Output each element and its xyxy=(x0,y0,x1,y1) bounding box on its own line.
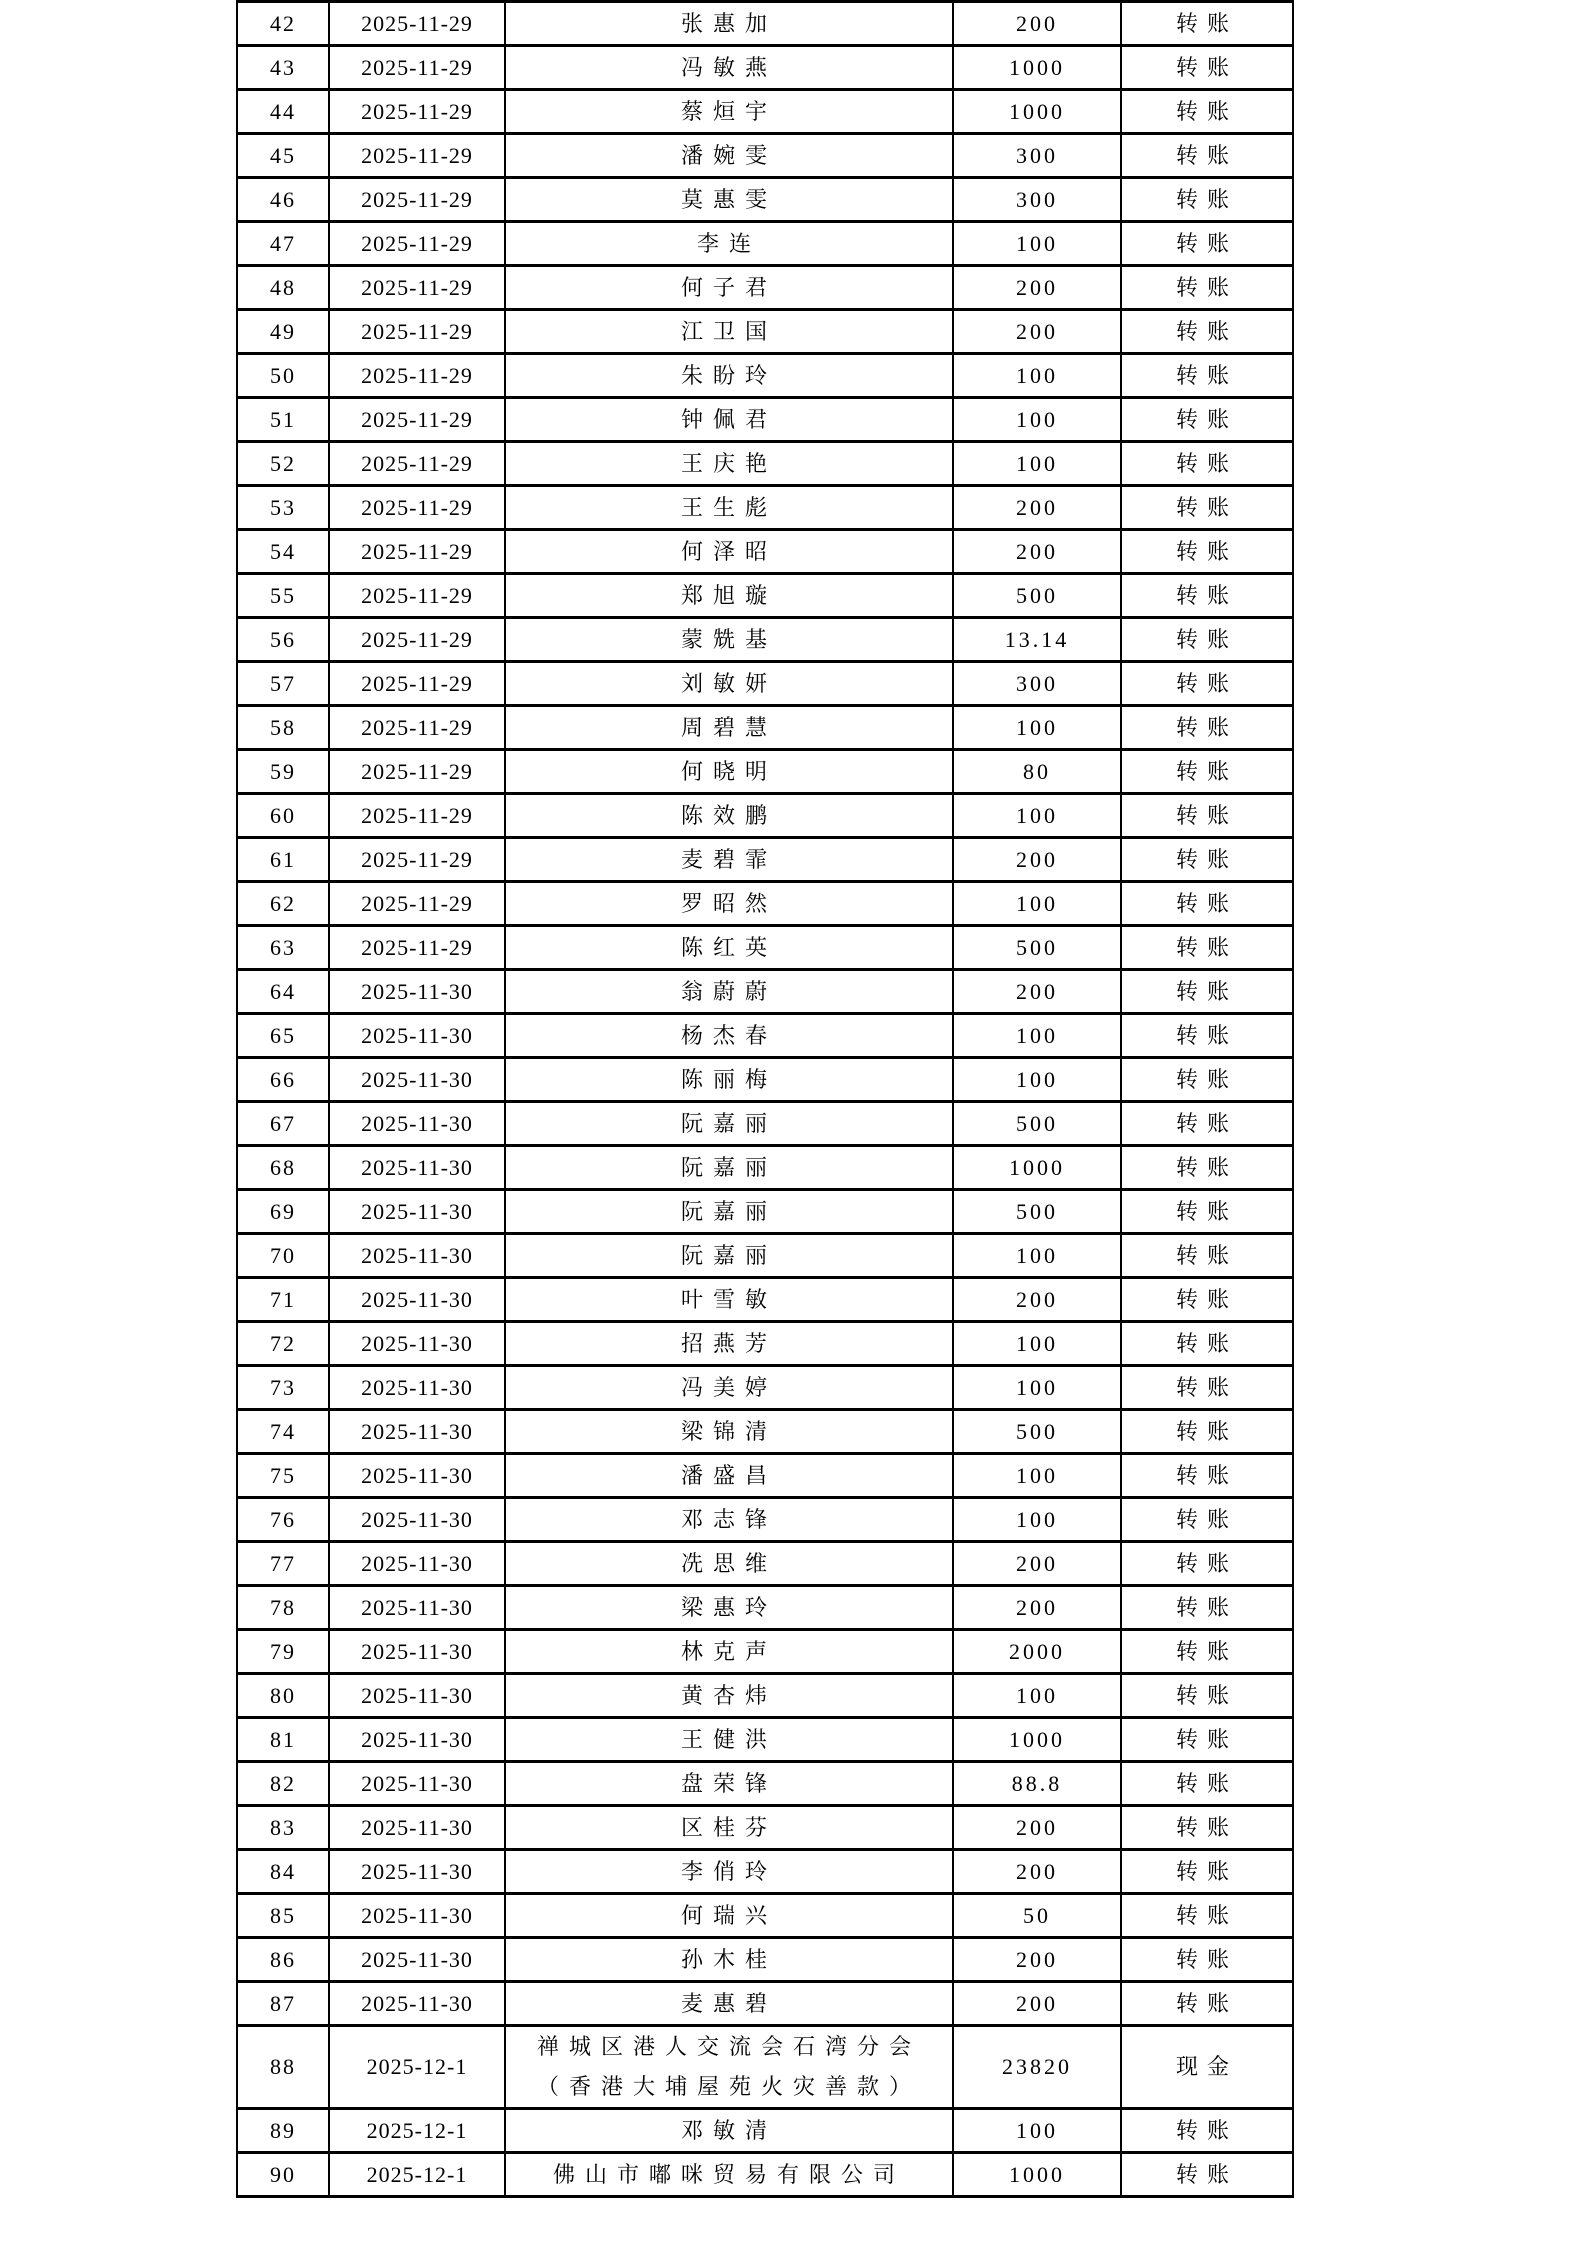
amount-cell: 500 xyxy=(953,1102,1121,1146)
row-number-cell: 79 xyxy=(237,1630,329,1674)
date-cell: 2025-11-30 xyxy=(329,1586,505,1630)
table-row xyxy=(237,1322,1293,1366)
payment-method-cell: 转账 xyxy=(1121,970,1293,1014)
date-cell: 2025-11-29 xyxy=(329,46,505,90)
payment-method-cell: 转账 xyxy=(1121,486,1293,530)
donor-name-cell: 李连 xyxy=(505,222,953,266)
row-number-cell: 74 xyxy=(237,1410,329,1454)
donor-name-cell: 何泽昭 xyxy=(505,530,953,574)
donor-name-cell: 阮嘉丽 xyxy=(505,1146,953,1190)
payment-method-cell: 转账 xyxy=(1121,926,1293,970)
row-number-cell: 46 xyxy=(237,178,329,222)
donor-name-cell: 孙木桂 xyxy=(505,1938,953,1982)
donor-name-cell: 邓敏清 xyxy=(505,2109,953,2153)
row-number-cell: 69 xyxy=(237,1190,329,1234)
table-row xyxy=(237,1102,1293,1146)
table-row xyxy=(237,926,1293,970)
amount-cell: 1000 xyxy=(953,90,1121,134)
donor-name-cell: 梁锦清 xyxy=(505,1410,953,1454)
payment-method-cell: 转账 xyxy=(1121,2153,1293,2197)
donor-name-cell: 林克声 xyxy=(505,1630,953,1674)
donor-name-cell: 阮嘉丽 xyxy=(505,1234,953,1278)
donation-table-body xyxy=(237,2,1293,2197)
amount-cell: 100 xyxy=(953,354,1121,398)
row-number-cell: 49 xyxy=(237,310,329,354)
amount-cell: 100 xyxy=(953,1014,1121,1058)
payment-method-cell: 转账 xyxy=(1121,1674,1293,1718)
date-cell: 2025-11-30 xyxy=(329,1014,505,1058)
donor-name-cell: 区桂芬 xyxy=(505,1806,953,1850)
donor-name-cell: 陈效鹏 xyxy=(505,794,953,838)
date-cell: 2025-11-30 xyxy=(329,1410,505,1454)
donor-name-cell: 罗昭然 xyxy=(505,882,953,926)
amount-cell: 88.8 xyxy=(953,1762,1121,1806)
date-cell: 2025-11-29 xyxy=(329,706,505,750)
payment-method-cell: 转账 xyxy=(1121,750,1293,794)
date-cell: 2025-11-30 xyxy=(329,1146,505,1190)
payment-method-cell: 转账 xyxy=(1121,1938,1293,1982)
date-cell: 2025-12-1 xyxy=(329,2109,505,2153)
donor-name-cell: 冼思维 xyxy=(505,1542,953,1586)
payment-method-cell: 转账 xyxy=(1121,1234,1293,1278)
donor-name-cell: 莫惠雯 xyxy=(505,178,953,222)
amount-cell: 50 xyxy=(953,1894,1121,1938)
date-cell: 2025-11-29 xyxy=(329,398,505,442)
amount-cell: 200 xyxy=(953,1938,1121,1982)
payment-method-cell: 转账 xyxy=(1121,2109,1293,2153)
date-cell: 2025-11-30 xyxy=(329,1718,505,1762)
date-cell: 2025-11-29 xyxy=(329,882,505,926)
payment-method-cell: 转账 xyxy=(1121,1454,1293,1498)
row-number-cell: 88 xyxy=(237,2026,329,2109)
row-number-cell: 68 xyxy=(237,1146,329,1190)
donor-name-cell: 翁蔚蔚 xyxy=(505,970,953,1014)
payment-method-cell: 转账 xyxy=(1121,1718,1293,1762)
donor-name-cell: 周碧慧 xyxy=(505,706,953,750)
payment-method-cell: 转账 xyxy=(1121,398,1293,442)
row-number-cell: 61 xyxy=(237,838,329,882)
table-row xyxy=(237,1366,1293,1410)
table-row xyxy=(237,838,1293,882)
row-number-cell: 51 xyxy=(237,398,329,442)
row-number-cell: 80 xyxy=(237,1674,329,1718)
date-cell: 2025-11-30 xyxy=(329,1894,505,1938)
row-number-cell: 60 xyxy=(237,794,329,838)
table-row xyxy=(237,1146,1293,1190)
date-cell: 2025-11-30 xyxy=(329,1278,505,1322)
payment-method-cell: 转账 xyxy=(1121,706,1293,750)
payment-method-cell: 转账 xyxy=(1121,46,1293,90)
table-row xyxy=(237,1806,1293,1850)
payment-method-cell: 转账 xyxy=(1121,530,1293,574)
payment-method-cell: 转账 xyxy=(1121,1322,1293,1366)
date-cell: 2025-11-30 xyxy=(329,1806,505,1850)
donor-name-cell: 蔡烜宇 xyxy=(505,90,953,134)
amount-cell: 13.14 xyxy=(953,618,1121,662)
date-cell: 2025-11-30 xyxy=(329,1674,505,1718)
payment-method-cell: 转账 xyxy=(1121,882,1293,926)
date-cell: 2025-11-29 xyxy=(329,530,505,574)
date-cell: 2025-11-30 xyxy=(329,1498,505,1542)
row-number-cell: 87 xyxy=(237,1982,329,2026)
row-number-cell: 73 xyxy=(237,1366,329,1410)
donor-name-cell: 阮嘉丽 xyxy=(505,1190,953,1234)
row-number-cell: 84 xyxy=(237,1850,329,1894)
donor-name-cell: 李俏玲 xyxy=(505,1850,953,1894)
date-cell: 2025-11-29 xyxy=(329,2,505,46)
donor-name-cell: 招燕芳 xyxy=(505,1322,953,1366)
donor-name-cell: 王生彪 xyxy=(505,486,953,530)
donor-name-cell: 潘婉雯 xyxy=(505,134,953,178)
donor-name-cell: 佛山市嘟咪贸易有限公司 xyxy=(505,2153,953,2197)
table-row xyxy=(237,46,1293,90)
table-row xyxy=(237,2026,1293,2109)
payment-method-cell: 转账 xyxy=(1121,178,1293,222)
table-row xyxy=(237,1278,1293,1322)
table-row xyxy=(237,794,1293,838)
table-row xyxy=(237,90,1293,134)
payment-method-cell: 转账 xyxy=(1121,1058,1293,1102)
table-row xyxy=(237,310,1293,354)
table-row xyxy=(237,398,1293,442)
payment-method-cell: 转账 xyxy=(1121,134,1293,178)
table-row xyxy=(237,134,1293,178)
table-row xyxy=(237,1630,1293,1674)
table-row xyxy=(237,486,1293,530)
row-number-cell: 59 xyxy=(237,750,329,794)
date-cell: 2025-11-30 xyxy=(329,1058,505,1102)
donor-name-cell: 江卫国 xyxy=(505,310,953,354)
date-cell: 2025-11-29 xyxy=(329,662,505,706)
date-cell: 2025-11-29 xyxy=(329,134,505,178)
donor-name-cell: 刘敏妍 xyxy=(505,662,953,706)
payment-method-cell: 转账 xyxy=(1121,222,1293,266)
payment-method-cell: 转账 xyxy=(1121,1278,1293,1322)
payment-method-cell: 转账 xyxy=(1121,574,1293,618)
table-row xyxy=(237,706,1293,750)
donor-name-cell: 何瑞兴 xyxy=(505,1894,953,1938)
table-row xyxy=(237,1586,1293,1630)
row-number-cell: 77 xyxy=(237,1542,329,1586)
row-number-cell: 43 xyxy=(237,46,329,90)
amount-cell: 300 xyxy=(953,178,1121,222)
amount-cell: 200 xyxy=(953,2,1121,46)
donor-name-cell: 郑旭璇 xyxy=(505,574,953,618)
date-cell: 2025-11-30 xyxy=(329,1630,505,1674)
payment-method-cell: 转账 xyxy=(1121,1762,1293,1806)
amount-cell: 200 xyxy=(953,1278,1121,1322)
row-number-cell: 75 xyxy=(237,1454,329,1498)
date-cell: 2025-11-29 xyxy=(329,926,505,970)
date-cell: 2025-11-29 xyxy=(329,178,505,222)
date-cell: 2025-11-30 xyxy=(329,1366,505,1410)
amount-cell: 100 xyxy=(953,222,1121,266)
date-cell: 2025-11-29 xyxy=(329,838,505,882)
date-cell: 2025-11-29 xyxy=(329,618,505,662)
date-cell: 2025-11-30 xyxy=(329,1850,505,1894)
payment-method-cell: 现金 xyxy=(1121,2026,1293,2109)
row-number-cell: 52 xyxy=(237,442,329,486)
payment-method-cell: 转账 xyxy=(1121,662,1293,706)
payment-method-cell: 转账 xyxy=(1121,2,1293,46)
donor-name-cell: 何子君 xyxy=(505,266,953,310)
table-row xyxy=(237,1542,1293,1586)
row-number-cell: 71 xyxy=(237,1278,329,1322)
amount-cell: 100 xyxy=(953,1234,1121,1278)
amount-cell: 100 xyxy=(953,1674,1121,1718)
amount-cell: 200 xyxy=(953,486,1121,530)
amount-cell: 100 xyxy=(953,2109,1121,2153)
table-row xyxy=(237,2153,1293,2197)
amount-cell: 100 xyxy=(953,882,1121,926)
table-row xyxy=(237,970,1293,1014)
row-number-cell: 47 xyxy=(237,222,329,266)
table-row xyxy=(237,1718,1293,1762)
donor-name-cell: 钟佩君 xyxy=(505,398,953,442)
date-cell: 2025-11-29 xyxy=(329,222,505,266)
date-cell: 2025-11-30 xyxy=(329,1982,505,2026)
donor-name-cell: 麦惠碧 xyxy=(505,1982,953,2026)
date-cell: 2025-11-30 xyxy=(329,1234,505,1278)
date-cell: 2025-11-29 xyxy=(329,794,505,838)
donor-name-cell: 邓志锋 xyxy=(505,1498,953,1542)
table-row xyxy=(237,882,1293,926)
amount-cell: 200 xyxy=(953,1542,1121,1586)
date-cell: 2025-11-29 xyxy=(329,442,505,486)
row-number-cell: 85 xyxy=(237,1894,329,1938)
table-row xyxy=(237,178,1293,222)
donation-record-table xyxy=(236,0,1294,2198)
amount-cell: 200 xyxy=(953,1806,1121,1850)
amount-cell: 100 xyxy=(953,1498,1121,1542)
donor-name-cell: 杨杰春 xyxy=(505,1014,953,1058)
date-cell: 2025-11-30 xyxy=(329,1938,505,1982)
row-number-cell: 44 xyxy=(237,90,329,134)
amount-cell: 200 xyxy=(953,1586,1121,1630)
date-cell: 2025-11-29 xyxy=(329,574,505,618)
table-row xyxy=(237,618,1293,662)
table-row xyxy=(237,1938,1293,1982)
table-row xyxy=(237,2109,1293,2153)
table-row xyxy=(237,1894,1293,1938)
row-number-cell: 42 xyxy=(237,2,329,46)
amount-cell: 200 xyxy=(953,266,1121,310)
row-number-cell: 57 xyxy=(237,662,329,706)
date-cell: 2025-11-30 xyxy=(329,1190,505,1234)
donor-name-cell: 冯敏燕 xyxy=(505,46,953,90)
table-row xyxy=(237,1454,1293,1498)
amount-cell: 300 xyxy=(953,662,1121,706)
table-row xyxy=(237,2,1293,46)
payment-method-cell: 转账 xyxy=(1121,442,1293,486)
payment-method-cell: 转账 xyxy=(1121,1102,1293,1146)
date-cell: 2025-12-1 xyxy=(329,2153,505,2197)
table-row xyxy=(237,1498,1293,1542)
amount-cell: 1000 xyxy=(953,2153,1121,2197)
amount-cell: 1000 xyxy=(953,1146,1121,1190)
payment-method-cell: 转账 xyxy=(1121,1190,1293,1234)
date-cell: 2025-11-30 xyxy=(329,1762,505,1806)
row-number-cell: 65 xyxy=(237,1014,329,1058)
donor-name-cell: 陈红英 xyxy=(505,926,953,970)
payment-method-cell: 转账 xyxy=(1121,1630,1293,1674)
row-number-cell: 64 xyxy=(237,970,329,1014)
date-cell: 2025-11-29 xyxy=(329,310,505,354)
row-number-cell: 76 xyxy=(237,1498,329,1542)
date-cell: 2025-11-30 xyxy=(329,970,505,1014)
donor-name-cell: 叶雪敏 xyxy=(505,1278,953,1322)
table-row xyxy=(237,1850,1293,1894)
amount-cell: 200 xyxy=(953,310,1121,354)
payment-method-cell: 转账 xyxy=(1121,1366,1293,1410)
amount-cell: 200 xyxy=(953,530,1121,574)
donor-name-cell: 王健洪 xyxy=(505,1718,953,1762)
payment-method-cell: 转账 xyxy=(1121,354,1293,398)
date-cell: 2025-11-29 xyxy=(329,354,505,398)
amount-cell: 300 xyxy=(953,134,1121,178)
table-row xyxy=(237,1762,1293,1806)
amount-cell: 80 xyxy=(953,750,1121,794)
row-number-cell: 50 xyxy=(237,354,329,398)
table-row xyxy=(237,354,1293,398)
row-number-cell: 86 xyxy=(237,1938,329,1982)
row-number-cell: 89 xyxy=(237,2109,329,2153)
donor-name-cell: 王庆艳 xyxy=(505,442,953,486)
table-row xyxy=(237,750,1293,794)
table-row xyxy=(237,1234,1293,1278)
row-number-cell: 63 xyxy=(237,926,329,970)
payment-method-cell: 转账 xyxy=(1121,1014,1293,1058)
amount-cell: 100 xyxy=(953,1058,1121,1102)
amount-cell: 500 xyxy=(953,1410,1121,1454)
donor-name-cell: 潘盛昌 xyxy=(505,1454,953,1498)
payment-method-cell: 转账 xyxy=(1121,618,1293,662)
table-row xyxy=(237,574,1293,618)
date-cell: 2025-12-1 xyxy=(329,2026,505,2109)
row-number-cell: 45 xyxy=(237,134,329,178)
payment-method-cell: 转账 xyxy=(1121,1850,1293,1894)
row-number-cell: 48 xyxy=(237,266,329,310)
date-cell: 2025-11-30 xyxy=(329,1542,505,1586)
table-row xyxy=(237,1190,1293,1234)
donor-name-cell: 何晓明 xyxy=(505,750,953,794)
payment-method-cell: 转账 xyxy=(1121,90,1293,134)
amount-cell: 500 xyxy=(953,1190,1121,1234)
payment-method-cell: 转账 xyxy=(1121,1894,1293,1938)
date-cell: 2025-11-30 xyxy=(329,1454,505,1498)
amount-cell: 200 xyxy=(953,1982,1121,2026)
row-number-cell: 66 xyxy=(237,1058,329,1102)
payment-method-cell: 转账 xyxy=(1121,1586,1293,1630)
donor-name-cell: 梁惠玲 xyxy=(505,1586,953,1630)
amount-cell: 100 xyxy=(953,1366,1121,1410)
row-number-cell: 82 xyxy=(237,1762,329,1806)
payment-method-cell: 转账 xyxy=(1121,1806,1293,1850)
donor-name-cell: 陈丽梅 xyxy=(505,1058,953,1102)
donor-name-cell: 冯美婷 xyxy=(505,1366,953,1410)
table-row xyxy=(237,1014,1293,1058)
donor-name-cell: 蒙兟基 xyxy=(505,618,953,662)
row-number-cell: 70 xyxy=(237,1234,329,1278)
payment-method-cell: 转账 xyxy=(1121,1982,1293,2026)
donor-name-cell: 黄杏炜 xyxy=(505,1674,953,1718)
row-number-cell: 81 xyxy=(237,1718,329,1762)
amount-cell: 200 xyxy=(953,970,1121,1014)
amount-cell: 1000 xyxy=(953,46,1121,90)
row-number-cell: 55 xyxy=(237,574,329,618)
row-number-cell: 83 xyxy=(237,1806,329,1850)
amount-cell: 500 xyxy=(953,574,1121,618)
table-row xyxy=(237,222,1293,266)
donor-name-cell: 张惠加 xyxy=(505,2,953,46)
date-cell: 2025-11-29 xyxy=(329,750,505,794)
date-cell: 2025-11-29 xyxy=(329,486,505,530)
table-row xyxy=(237,1410,1293,1454)
date-cell: 2025-11-29 xyxy=(329,90,505,134)
amount-cell: 500 xyxy=(953,926,1121,970)
payment-method-cell: 转账 xyxy=(1121,266,1293,310)
amount-cell: 200 xyxy=(953,1850,1121,1894)
payment-method-cell: 转账 xyxy=(1121,1542,1293,1586)
row-number-cell: 56 xyxy=(237,618,329,662)
payment-method-cell: 转账 xyxy=(1121,1146,1293,1190)
amount-cell: 100 xyxy=(953,398,1121,442)
row-number-cell: 90 xyxy=(237,2153,329,2197)
row-number-cell: 72 xyxy=(237,1322,329,1366)
row-number-cell: 78 xyxy=(237,1586,329,1630)
amount-cell: 2000 xyxy=(953,1630,1121,1674)
donor-name-cell: 麦碧霏 xyxy=(505,838,953,882)
table-row xyxy=(237,266,1293,310)
row-number-cell: 58 xyxy=(237,706,329,750)
payment-method-cell: 转账 xyxy=(1121,794,1293,838)
table-row xyxy=(237,1982,1293,2026)
amount-cell: 100 xyxy=(953,706,1121,750)
amount-cell: 200 xyxy=(953,838,1121,882)
row-number-cell: 54 xyxy=(237,530,329,574)
table-row xyxy=(237,1674,1293,1718)
table-row xyxy=(237,662,1293,706)
payment-method-cell: 转账 xyxy=(1121,1498,1293,1542)
table-row xyxy=(237,530,1293,574)
payment-method-cell: 转账 xyxy=(1121,838,1293,882)
donor-name-cell: 禅城区港人交流会石湾分会（香港大埔屋苑火灾善款） xyxy=(505,2026,953,2109)
amount-cell: 23820 xyxy=(953,2026,1121,2109)
donor-name-cell: 朱盼玲 xyxy=(505,354,953,398)
donor-name-cell: 盘荣锋 xyxy=(505,1762,953,1806)
payment-method-cell: 转账 xyxy=(1121,1410,1293,1454)
amount-cell: 100 xyxy=(953,1322,1121,1366)
date-cell: 2025-11-30 xyxy=(329,1322,505,1366)
payment-method-cell: 转账 xyxy=(1121,310,1293,354)
amount-cell: 100 xyxy=(953,442,1121,486)
row-number-cell: 53 xyxy=(237,486,329,530)
amount-cell: 1000 xyxy=(953,1718,1121,1762)
table-row xyxy=(237,1058,1293,1102)
amount-cell: 100 xyxy=(953,794,1121,838)
row-number-cell: 62 xyxy=(237,882,329,926)
date-cell: 2025-11-30 xyxy=(329,1102,505,1146)
row-number-cell: 67 xyxy=(237,1102,329,1146)
donor-name-cell: 阮嘉丽 xyxy=(505,1102,953,1146)
amount-cell: 100 xyxy=(953,1454,1121,1498)
date-cell: 2025-11-29 xyxy=(329,266,505,310)
table-row xyxy=(237,442,1293,486)
